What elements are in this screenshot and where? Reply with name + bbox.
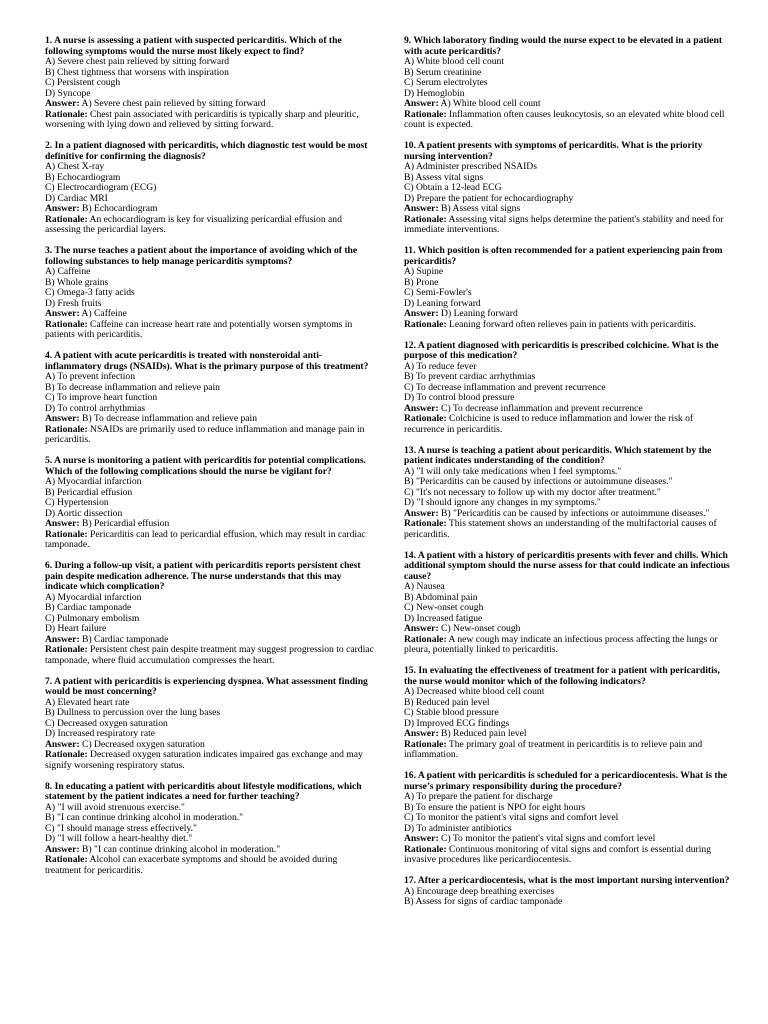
answer-label: Answer:	[404, 507, 439, 519]
answer-value: B) Assess vital signs	[441, 203, 521, 214]
question-text: 2. In a patient diagnosed with pericarditis, which diagnostic test would be most definitive for confirming the diagnosis?	[45, 140, 368, 162]
question-block	[404, 666, 734, 761]
rationale-line	[45, 425, 375, 446]
rationale-line	[404, 414, 734, 435]
rationale-line	[404, 845, 734, 866]
answer-value: C) To decrease inflammation and prevent recurrence	[441, 402, 643, 414]
answer-option: C) To improve heart function	[45, 392, 158, 403]
question-text: 5. A nurse is monitoring a patient with pericarditis for potential complications. Which of the following complications should the nurse be vigilant for?	[45, 455, 366, 477]
answer-label: Answer:	[404, 728, 439, 739]
answer-option: D) Increased respiratory rate	[45, 728, 156, 739]
question-block	[45, 677, 375, 772]
rationale-text: Continuous monitoring of vital signs and comfort is essential during invasive procedures like pericardiocentesis.	[404, 843, 711, 865]
answer-option: A) Administer prescribed NSAIDs	[404, 161, 537, 172]
rationale-label: Rationale:	[45, 644, 88, 655]
answer-option: B) Echocardiogram	[45, 171, 121, 183]
answer-label: Answer:	[45, 98, 80, 109]
answer-value: B) Cardiac tamponade	[82, 633, 169, 645]
question-text: 14. A patient with a history of pericarditis presents with fever and chills. Which additional symptom should the nurse assess for that could indicate an infectious cause?	[404, 549, 730, 582]
rationale-text: An echocardiogram is key for visualizing pericardial effusion and assessing the pericardial layers.	[45, 213, 342, 235]
answer-value: B) Reduced pain level	[441, 728, 527, 739]
answer-option: D) Hemoglobin	[404, 87, 465, 99]
answer-label: Answer:	[404, 203, 439, 214]
answer-option: D) Fresh fruits	[45, 297, 102, 309]
answer-option: C) Pulmonary embolism	[45, 612, 140, 624]
answer-value: A) Severe chest pain relieved by sitting forward	[81, 98, 266, 109]
rationale-text: Leaning forward often relieves pain in patients with pericarditis.	[449, 318, 697, 330]
question-block	[404, 771, 734, 866]
answer-option: C) Serum electrolytes	[404, 77, 488, 88]
answer-value: B) Pericardial effusion	[82, 518, 170, 529]
rationale-text: Pericarditis can lead to pericardial effusion, which may result in cardiac tamponade.	[45, 528, 366, 550]
answer-label: Answer:	[45, 518, 80, 529]
answer-option: C) To monitor the patient's vital signs and comfort level	[404, 812, 619, 823]
answer-option: C) Omega-3 fatty acids	[45, 287, 135, 298]
answer-option: C) Semi-Fowler's	[404, 287, 472, 298]
question-block	[404, 551, 734, 656]
rationale-label: Rationale:	[45, 423, 88, 435]
rationale-line	[45, 320, 375, 341]
answer-option: D) Heart failure	[45, 623, 107, 634]
rationale-text: Caffeine can increase heart rate and potentially worsen symptoms in patients with pericarditis.	[45, 318, 353, 340]
rationale-line	[404, 110, 734, 131]
answer-value: C) New-onset cough	[441, 623, 521, 634]
rationale-label: Rationale:	[45, 854, 88, 865]
rationale-label: Rationale:	[45, 318, 88, 330]
rationale-label: Rationale:	[404, 518, 447, 529]
question-block	[404, 36, 734, 131]
answer-option: B) Whole grains	[45, 276, 109, 288]
question-block	[45, 141, 375, 236]
question-text: 4. A patient with acute pericarditis is treated with nonsteroidal anti-inflammatory drugs (NSAIDs). What is the primary purpose of this treatment?	[45, 350, 369, 372]
rationale-text: Decreased oxygen saturation indicates impaired gas exchange and may signify worsening respiratory status.	[45, 749, 363, 771]
question-text: 10. A patient presents with symptoms of pericarditis. What is the priority nursing intervention?	[404, 140, 703, 162]
answer-option: A) Nausea	[404, 581, 445, 592]
answer-option: B) To prevent cardiac arrhythmias	[404, 371, 536, 382]
answer-value: B) Echocardiogram	[82, 203, 158, 214]
question-text: 3. The nurse teaches a patient about the importance of avoiding which of the following substances to help manage pericarditis symptoms?	[45, 245, 358, 267]
rationale-text: Assessing vital signs helps determine the patient's stability and need for immediate interventions.	[404, 213, 724, 235]
rationale-line	[45, 110, 375, 131]
question-text: 12. A patient diagnosed with pericarditis is prescribed colchicine. What is the purpose of this medication?	[404, 339, 719, 361]
question-text: 6. During a follow-up visit, a patient with pericarditis reports persistent chest pain despite medication adherence. The nurse understands that this may indicate which complication?	[45, 560, 361, 592]
answer-label: Answer:	[404, 402, 439, 414]
rationale-label: Rationale:	[404, 213, 447, 225]
question-text: 13. A nurse is teaching a patient about pericarditis. Which statement by the patient indicates understanding of the condition?	[404, 444, 712, 466]
answer-label: Answer:	[404, 833, 439, 844]
rationale-label: Rationale:	[404, 108, 447, 120]
rationale-label: Rationale:	[404, 318, 447, 330]
question-text: 1. A nurse is assessing a patient with suspected pericarditis. Which of the following symptoms would the nurse most likely expect to find?	[45, 35, 342, 57]
rationale-label: Rationale:	[45, 213, 88, 225]
answer-option: D) Leaning forward	[404, 297, 481, 309]
answer-label: Answer:	[45, 633, 80, 645]
answer-option: A) To prepare the patient for discharge	[404, 791, 553, 802]
answer-value: C) Decreased oxygen saturation	[82, 738, 205, 750]
rationale-line	[45, 750, 375, 771]
rationale-line	[404, 215, 734, 236]
right-column	[404, 36, 734, 1024]
answer-value: B) "I can continue drinking alcohol in moderation."	[82, 843, 281, 855]
answer-option: B) Assess for signs of cardiac tamponade	[404, 896, 563, 907]
answer-option: B) Prone	[404, 276, 439, 288]
question-block	[45, 456, 375, 551]
answer-label: Answer:	[45, 203, 80, 214]
answer-option: D) To administer antibiotics	[404, 822, 512, 834]
answer-label: Answer:	[45, 843, 80, 855]
answer-option: D) Improved ECG findings	[404, 717, 510, 729]
answer-label: Answer:	[45, 308, 80, 319]
answer-option: B) Assess vital signs	[404, 171, 484, 183]
answer-option: A) Elevated heart rate	[45, 696, 130, 708]
answer-option: A) To reduce fever	[404, 360, 477, 372]
question-text: 8. In educating a patient with pericarditis about lifestyle modifications, which statement by the patient indicates a need for further teaching?	[45, 780, 362, 802]
answer-option: B) To ensure the patient is NPO for eight hours	[404, 801, 586, 813]
left-column	[45, 36, 375, 1024]
answer-option: A) Caffeine	[45, 266, 91, 277]
rationale-label: Rationale:	[45, 749, 88, 760]
answer-label: Answer:	[45, 413, 80, 424]
question-block	[404, 876, 734, 908]
rationale-line	[45, 645, 375, 666]
question-text: 15. In evaluating the effectiveness of treatment for a patient with pericarditis, the nurse would monitor which of the following indicators?	[404, 665, 720, 687]
rationale-line	[45, 530, 375, 551]
question-block	[404, 341, 734, 436]
answer-option: C) Hypertension	[45, 497, 109, 508]
question-text: 17. After a pericardiocentesis, what is the most important nursing intervention?	[404, 875, 730, 886]
answer-option: C) Stable blood pressure	[404, 707, 499, 718]
answer-option: C) Decreased oxygen saturation	[45, 717, 168, 729]
rationale-text: Persistent chest pain despite treatment may suggest progression to cardiac tamponade, where fluid accumulation compresses the heart.	[45, 644, 374, 666]
answer-option: D) Aortic dissection	[45, 507, 123, 519]
rationale-text: Inflammation often causes leukocytosis, so an elevated white blood cell count is expected.	[404, 108, 725, 130]
answer-option: A) "I will avoid strenuous exercise."	[45, 801, 185, 813]
question-block	[45, 246, 375, 341]
answer-label: Answer:	[404, 308, 439, 319]
answer-option: B) To decrease inflammation and relieve pain	[45, 381, 220, 393]
answer-option: D) Prepare the patient for echocardiography	[404, 192, 574, 204]
question-text: 7. A patient with pericarditis is experiencing dyspnea. What assessment finding would be most concerning?	[45, 675, 368, 697]
question-block	[45, 782, 375, 877]
answer-option: A) Chest X-ray	[45, 161, 105, 172]
rationale-text: NSAIDs are primarily used to reduce inflammation and manage pain in pericarditis.	[45, 423, 365, 445]
answer-option: A) Myocardial infarction	[45, 591, 142, 603]
question-block	[404, 246, 734, 330]
rationale-line	[404, 635, 734, 656]
answer-option: B) "I can continue drinking alcohol in moderation."	[45, 812, 244, 823]
answer-label: Answer:	[404, 98, 439, 109]
rationale-line	[404, 519, 734, 540]
answer-option: C) Obtain a 12-lead ECG	[404, 182, 502, 193]
answer-option: A) Encourage deep breathing exercises	[404, 885, 555, 897]
answer-option: A) White blood cell count	[404, 56, 504, 67]
answer-option: D) "I will follow a heart-healthy diet."	[45, 833, 193, 844]
answer-option: B) Chest tightness that worsens with inspiration	[45, 66, 229, 78]
question-block	[45, 36, 375, 131]
answer-option: A) Supine	[404, 266, 444, 277]
rationale-text: Colchicine is used to reduce inflammation and lower the risk of recurrence in pericarditis.	[404, 413, 694, 435]
answer-value: A) Caffeine	[81, 308, 127, 319]
answer-value: B) To decrease inflammation and relieve pain	[82, 413, 258, 424]
answer-option: B) Serum creatinine	[404, 66, 482, 78]
answer-option: C) "It's not necessary to follow up with my doctor after treatment."	[404, 486, 661, 498]
answer-option: B) Abdominal pain	[404, 591, 478, 603]
answer-value: C) To monitor the patient's vital signs and comfort level	[441, 833, 656, 844]
question-text: 11. Which position is often recommended for a patient experiencing pain from pericarditis?	[404, 245, 723, 267]
rationale-line	[45, 855, 375, 876]
answer-option: A) To prevent infection	[45, 371, 135, 382]
answer-option: C) To decrease inflammation and prevent recurrence	[404, 381, 606, 393]
answer-value: B) "Pericarditis can be caused by infections or autoimmune diseases."	[441, 507, 710, 519]
answer-value: D) Leaning forward	[441, 308, 518, 319]
answer-label: Answer:	[404, 623, 439, 634]
answer-option: D) "I should ignore any changes in my symptoms."	[404, 497, 601, 508]
answer-option: B) "Pericarditis can be caused by infections or autoimmune diseases."	[404, 476, 673, 487]
rationale-line	[404, 320, 734, 331]
answer-option: A) Severe chest pain relieved by sitting forward	[45, 56, 230, 67]
rationale-text: The primary goal of treatment in pericarditis is to relieve pain and inflammation.	[404, 738, 703, 760]
question-block	[45, 351, 375, 446]
answer-option: C) "I should manage stress effectively."	[45, 822, 197, 834]
answer-option: D) To control blood pressure	[404, 392, 515, 403]
rationale-label: Rationale:	[404, 738, 447, 750]
answer-option: A) "I will only take medications when I feel symptoms."	[404, 465, 622, 477]
answer-option: C) Electrocardiogram (ECG)	[45, 182, 157, 193]
answer-option: D) Syncope	[45, 87, 91, 99]
rationale-label: Rationale:	[404, 633, 447, 645]
answer-option: D) Cardiac MRI	[45, 192, 108, 204]
rationale-label: Rationale:	[404, 843, 447, 855]
rationale-label: Rationale:	[45, 528, 88, 540]
rationale-text: Alcohol can exacerbate symptoms and should be avoided during treatment for pericarditis.	[45, 854, 338, 876]
answer-option: D) To control arrhythmias	[45, 402, 146, 414]
answer-label: Answer:	[45, 738, 80, 750]
answer-option: C) New-onset cough	[404, 602, 484, 613]
answer-option: D) Increased fatigue	[404, 612, 483, 624]
answer-option: A) Myocardial infarction	[45, 476, 142, 487]
rationale-line	[45, 215, 375, 236]
answer-option: C) Persistent cough	[45, 77, 121, 88]
question-block	[404, 141, 734, 236]
answer-option: A) Decreased white blood cell count	[404, 686, 545, 697]
answer-option: B) Dullness to percussion over the lung bases	[45, 707, 221, 718]
answer-option: B) Pericardial effusion	[45, 486, 133, 498]
rationale-text: A new cough may indicate an infectious process affecting the lungs or pleura, potentially linked to pericarditis.	[404, 633, 718, 655]
answer-value: A) White blood cell count	[440, 98, 541, 109]
rationale-line	[404, 740, 734, 761]
question-block	[404, 446, 734, 541]
rationale-label: Rationale:	[404, 413, 447, 424]
rationale-text: Chest pain associated with pericarditis is typically sharp and pleuritic, worsening with lying down and relieved by sitting forward.	[45, 108, 359, 130]
question-block	[45, 561, 375, 666]
rationale-text: This statement shows an understanding of the multifactorial causes of pericarditis.	[404, 518, 717, 540]
answer-option: B) Cardiac tamponade	[45, 602, 132, 613]
rationale-label: Rationale:	[45, 108, 88, 120]
question-text: 16. A patient with pericarditis is scheduled for a pericardiocentesis. What is the nurse’s primary responsibility during the procedure?	[404, 770, 728, 792]
question-text: 9. Which laboratory finding would the nurse expect to be elevated in a patient with acute pericarditis?	[404, 35, 723, 57]
answer-option: B) Reduced pain level	[404, 696, 490, 708]
